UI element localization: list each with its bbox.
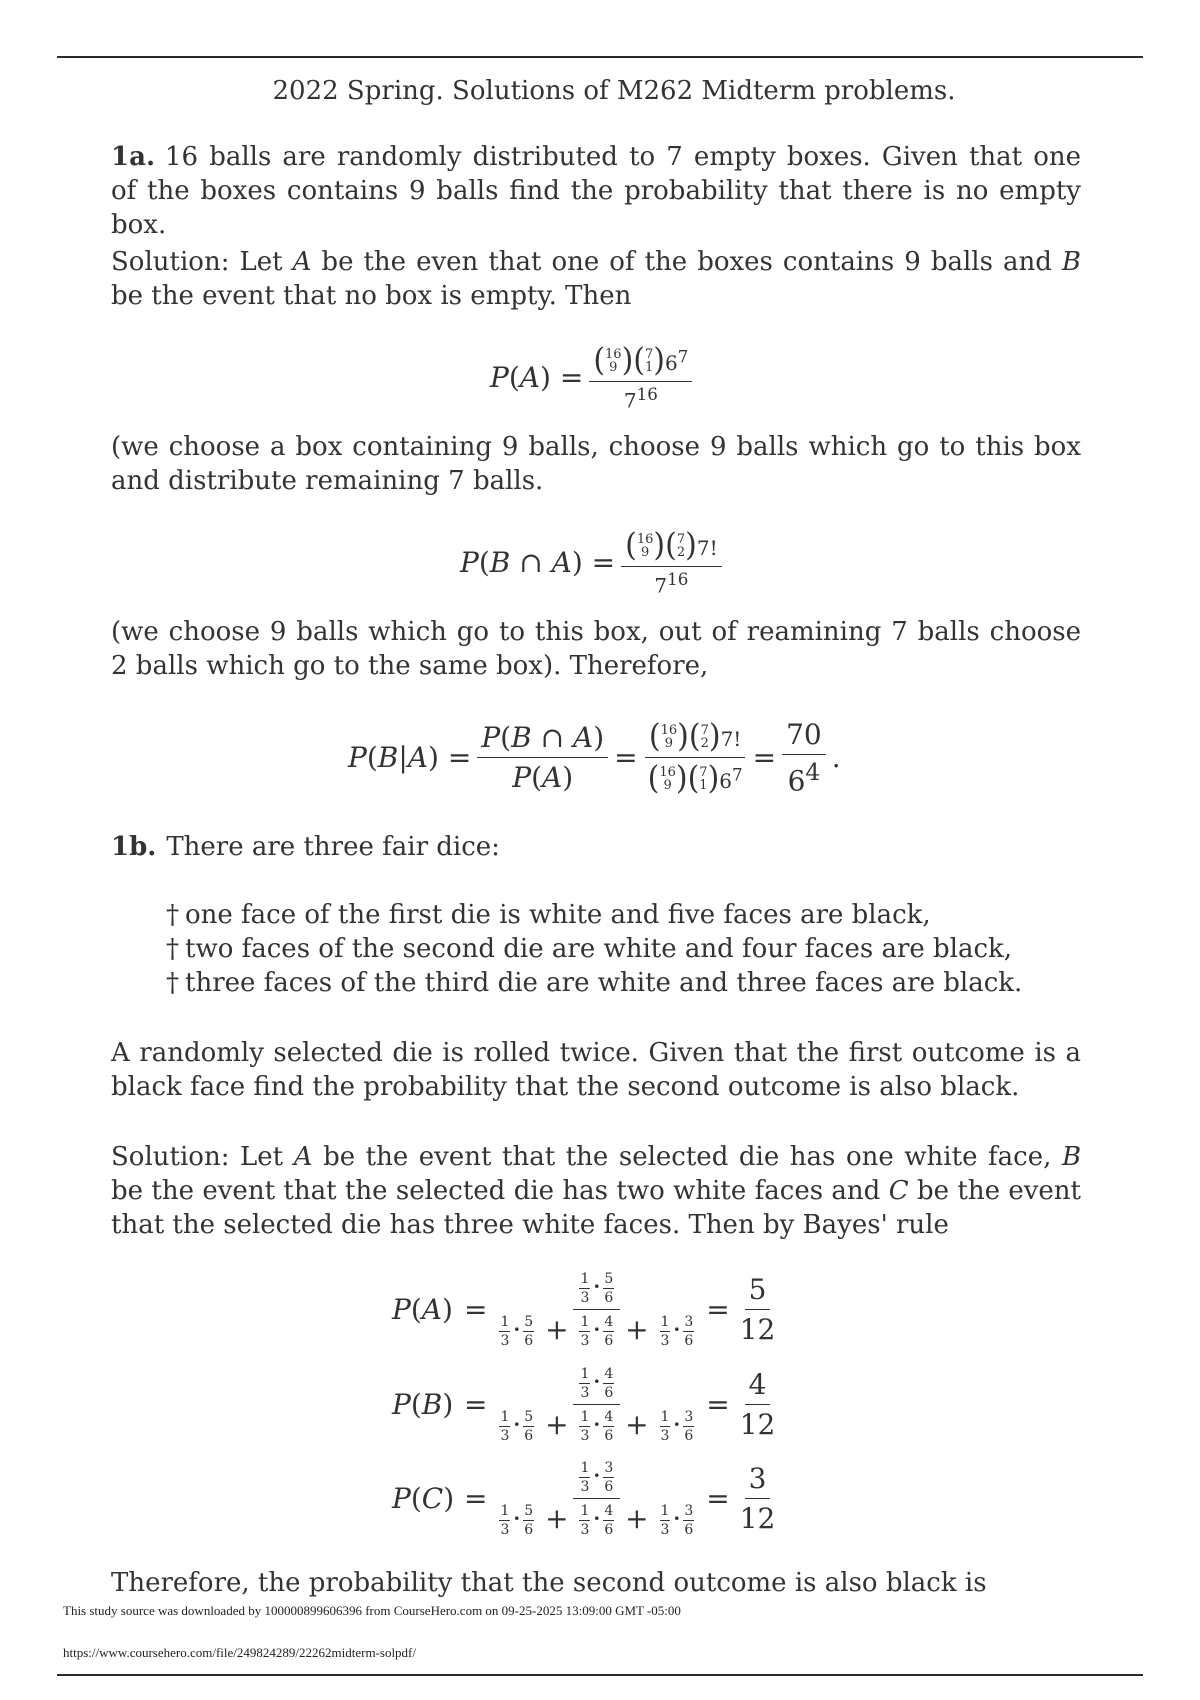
solution-1b: Solution: Let A be the event that the selected die has one white face, B be the event that the selected die has two white faces and C be the event that the selected die has three white faces. Then by Bayes' rule bbox=[111, 1142, 1082, 1240]
equation-bayes-a: P(A) = $\frac{1}{3}$ · $\frac{5}{6}$ $\frac{1}{3}$ · $\frac{5}{6}$ + $\frac{1}{3}$ · $\frac{4}{6}$ + $\frac{1}{3}$ · $\frac{3}{6}$ = $\frac{5}{12}$ bbox=[392, 1270, 776, 1349]
problem-1a-text: 16 balls are randomly distributed to 7 empty boxes. Given that one of the boxes contains 9 balls find the probability that there is no empty box. bbox=[111, 142, 1081, 240]
problem-1b: 1b. There are three fair dice: bbox=[111, 832, 500, 862]
download-note: This study source was downloaded by 100000899606396 from CourseHero.com on 09-25-2025 13:09:00 GMT -05:00 bbox=[63, 1603, 681, 1618]
problem-1a-label: 1a. bbox=[111, 142, 155, 172]
equation-bayes-b: P(B) = $\frac{1}{3}$ · $\frac{4}{6}$ $\frac{1}{3}$ · $\frac{5}{6}$ + $\frac{1}{3}$ · $\frac{4}{6}$ + $\frac{1}{3}$ · $\frac{3}{6}$ = $\frac{4}{12}$ bbox=[392, 1365, 776, 1444]
note-2: (we choose 9 balls which go to this box, out of reamining 7 balls choose 2 balls which go to the same box). Therefore, bbox=[111, 617, 1081, 681]
answer-numerator: 70 bbox=[782, 718, 826, 755]
list-item: † two faces of the second die are white and four faces are black, bbox=[166, 934, 1013, 964]
list-item: † one face of the first die is white and five faces are black, bbox=[166, 900, 931, 930]
problem-1b-label: 1b. bbox=[111, 832, 157, 862]
dice-list bbox=[166, 898, 1066, 1000]
page-title: 2022 Spring. Solutions of M262 Midterm problems. bbox=[272, 76, 956, 106]
source-url[interactable]: https://www.coursehero.com/file/249824289/22262midterm-solpdf/ bbox=[63, 1645, 416, 1660]
equation-pba: P(B ∩ A) = ( 16 9 ) ( 7 2 ) 7! $7^{16}$ bbox=[460, 528, 728, 598]
note-1: (we choose a box containing 9 balls, choose 9 balls which go to this box and distribute remaining 7 balls. bbox=[111, 432, 1081, 496]
bottom-rule bbox=[57, 1674, 1143, 1676]
problem-1a bbox=[111, 140, 1081, 242]
solution-1a: Solution: Let A be the even that one of the boxes contains 9 balls and B be the event that no box is empty. Then bbox=[111, 247, 1082, 311]
conclusion: Therefore, the probability that the second outcome is also black is bbox=[111, 1568, 987, 1598]
equation-bayes-c: P(C) = $\frac{1}{3}$ · $\frac{3}{6}$ $\frac{1}{3}$ · $\frac{5}{6}$ + $\frac{1}{3}$ · $\frac{4}{6}$ + $\frac{1}{3}$ · $\frac{3}{6}$ = $\frac{3}{12}$ bbox=[392, 1459, 776, 1538]
question-1b: A randomly selected die is rolled twice. Given that the first outcome is a black face find the probability that the second outcome is also black. bbox=[111, 1038, 1081, 1102]
equation-pa: P(A) = ( 16 9 ) ( 7 1 ) $6^7$ $7^{16}$ bbox=[490, 343, 698, 413]
list-item: † three faces of the third die are white and three faces are black. bbox=[166, 968, 1023, 998]
top-rule bbox=[57, 56, 1143, 58]
equation-conditional: P(B|A) = $\frac{P(B \cap A)}{P(A)}$ = ( 16 9 ) ( 7 2 ) 7! ( 16 9 ) ( 7 1 ) $6^7$ = $\frac{70}{6^4}$ . bbox=[348, 718, 841, 798]
